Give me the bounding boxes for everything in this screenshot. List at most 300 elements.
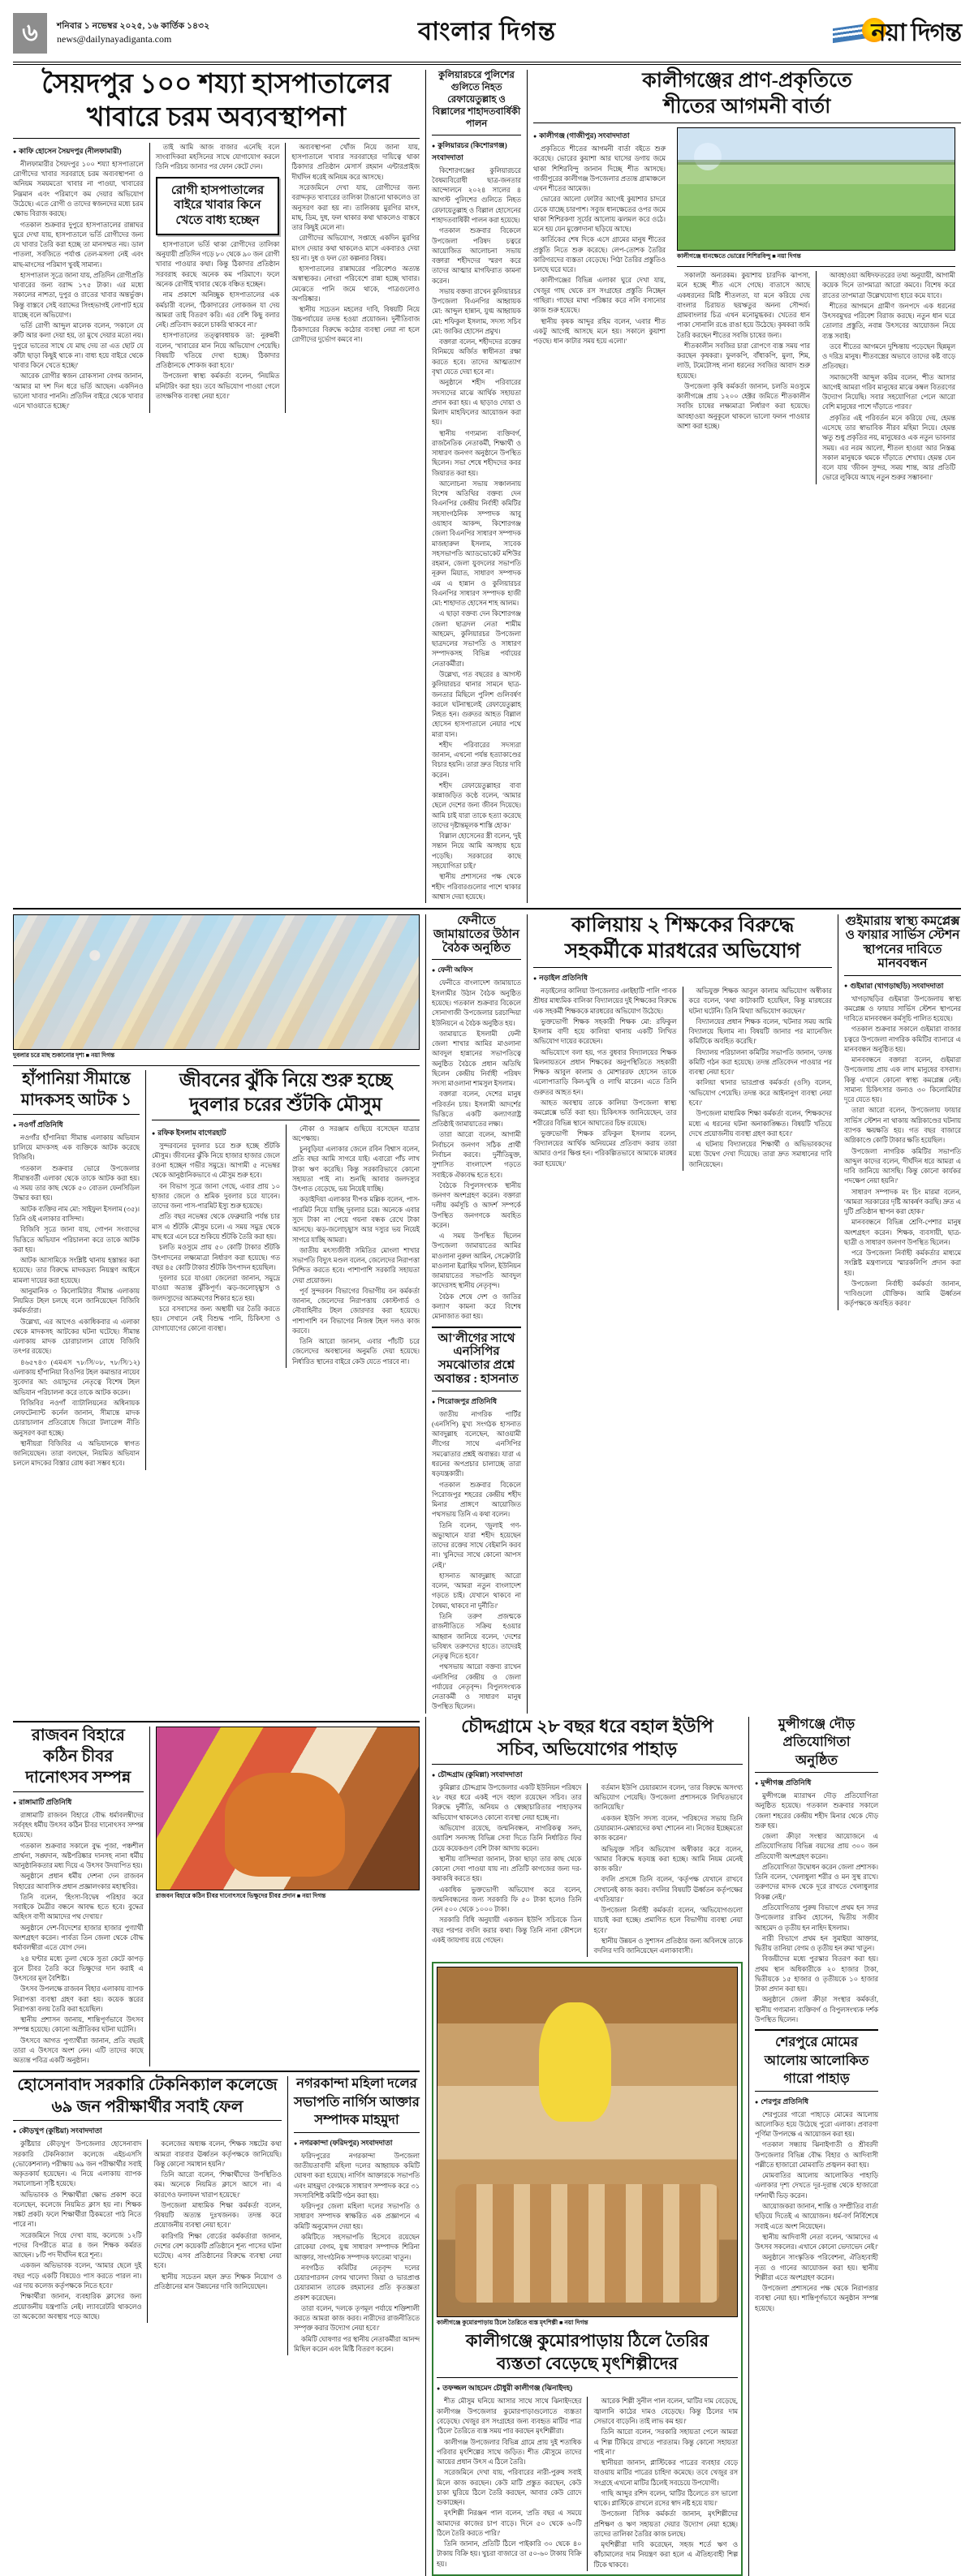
guimara-headline: গুইমারায় স্বাস্থ্য কমপ্লেক্স ও ফায়ার সার্ভিস স্টেশন স্থাপনের দাবিতে মানববন্ধন xyxy=(845,914,960,971)
chouddagram-col-1 xyxy=(432,1783,587,1958)
chibor-ceremony-photo xyxy=(157,1727,419,1890)
paragraph: নাম প্রকাশে অনিচ্ছুক হাসপাতালের এক কর্মচারী বলেন, 'ঠিকাদারের লোকজন যা দেয় আমরা তাই বিতরণ করি। এর বেশি কিছু বলার নেই। প্রতিবাদ করলে চাকরি থাকবে না।' xyxy=(155,291,280,329)
kaliganj-col-right xyxy=(671,127,961,484)
kaliganj-photo-rule xyxy=(677,266,955,267)
dubla-story xyxy=(145,1070,420,1470)
paragraph: স্থানীয়রা বিজিবির এ অভিযানকে স্বাগত জানিয়েছেন। তারা বলছেন, নিয়মিত অভিযান চললে মাদকের বিস্তার রোধ করা সম্ভব হবে। xyxy=(13,1439,140,1468)
nagarkanda-headline-line1: নগরকান্দা মহিলা দলের xyxy=(296,2075,417,2092)
monk-photo-caption: রাজবন বিহারে কঠিন চীবর দানোৎসবে ভিক্ষুদের চীবর প্রদান ■ নয়া দিগন্ত xyxy=(155,1891,326,1899)
paragraph: নড়াইলের কালিয়া উপজেলার ঞাইহাটি পালি পাবক শ্রীধর মাধ্যমিক বালিকা বিদ্যালয়ের দুই শিক্ষকের বিরুদ্ধে এক সহকর্মী শিক্ষককে মারধরের অভিযোগ উঠেছে। xyxy=(533,987,677,1015)
lead-col-1 xyxy=(13,143,149,413)
paragraph: কমিটিতে সহসভাপতি হিসেবে রয়েছেন রোকেয়া বেগম, যুগ্ম সাধারণ সম্পাদক শিরিনা আক্তার, সাংগঠনিক সম্পাদক ফাতেমা খাতুন। xyxy=(294,2234,420,2261)
hosenabad-byline: ● কৌড়খুপ (কুষ্টিয়া) সংবাদদাতা xyxy=(13,2125,282,2137)
fish-drying-photo xyxy=(14,915,419,1049)
lead-col3-body xyxy=(291,143,420,345)
paragraph: শীত মৌসুম ঘনিয়ে আসার সাথে সাথে ঝিনাইদহের কালীগঞ্জ উপজেলার কুমোরপাড়াগুলোতে ব্যস্ততা বেড়েছে। খেজুর রস সংগ্রহের জন্য ব্যবহৃত মাটির পাত্র 'ঠিলে' তৈরিতে ব্যস্ত সময় পার করছেন মৃৎশিল্পীরা। xyxy=(437,2398,582,2436)
paragraph: উল্লেখ্য, গত বছরের ৪ আগস্ট কুলিয়ারচর থানার সামনে ছাত্র-জনতার মিছিলে পুলিশ গুলিবর্ষণ করলে ঘটনাস্থলেই রেফায়েতুল্লাহ নিহত হন। গুরুতর আহত বিল্লাল হোসেন হাসপাতালে নেয়ার পথে মারা যান। xyxy=(432,670,521,738)
middle-narrow xyxy=(425,914,527,1714)
feni-rule xyxy=(432,959,521,960)
kalia-col-1 xyxy=(533,987,683,1171)
middle-right-columns xyxy=(533,914,961,1310)
paragraph: সরেজমিনে দেখা যায়, রোগীদের জন্য বরাদ্দকৃত খাবারের তালিকা টাঙানো থাকলেও তা অনুসরণ করা হয় না। তালিকায় মুরগির মাংস, মাছ, ডিম, দুধ, ফল থাকার কথা থাকলেও বাস্তবে তার কিছুই মেলে না। xyxy=(291,183,420,232)
lead-col-2 xyxy=(149,143,286,413)
kaliganj-col1-body xyxy=(533,144,666,346)
field-photo-caption: কালীগঞ্জে ধানক্ষেতে ভোরের শিশিরবিন্দু ■ নয়া দিগন্ত xyxy=(677,252,801,260)
paragraph: শেরপুরের গারো পাহাড়ে মোমের আলোয় আলোকিত হয়ে উঠেছে পুরো এলাকা। প্রবারণা পূর্ণিমা উপলক্ষে এ আয়োজন করা হয়। xyxy=(755,2110,878,2139)
paragraph: প্রতিযোগিতায় পুরুষ বিভাগে প্রথম হন সদর উপজেলার রাকিব হোসেন, দ্বিতীয় সজীব আহমেদ ও তৃতীয় হন নাহিদ ইসলাম। xyxy=(755,1903,878,1932)
chouddagram-columns xyxy=(432,1783,743,1958)
pottery-columns xyxy=(437,2397,738,2571)
paragraph: স্থানীয় কৃষক আব্দুর রহিম বলেন, 'এবার শীত একটু আগেই আসছে মনে হয়। সকালে কুয়াশা পড়ছে। ধান কাটার সময় হয়ে এলো।' xyxy=(533,317,666,346)
paragraph: জাতীয় নাগরিক পার্টির (এনসিপি) মুখ্য সংগঠক হাসনাত আবদুল্লাহ বলেছেন, আওয়ামী লীগের সাথে এনসিপির সমঝোতার প্রশ্নই অবান্তর। যারা এ ধরনের অপপ্রচার চালাচ্ছে তারা ষড়যন্ত্রকারী। xyxy=(432,1410,521,1478)
paragraph: সমাজসেবী আব্দুল করিম বলেন, 'শীত আসার আগেই আমরা গরিব মানুষের মাঝে কম্বল বিতরণের উদ্যোগ নিয়েছি। সবার সহযোগিতা পেলে আরো বেশি মানুষের পাশে দাঁড়াতে পারব।' xyxy=(822,373,955,411)
paragraph: অনুষ্ঠানে জেলা ক্রীড়া সংস্থার কর্মকর্তা, স্থানীয় গণ্যমান্য ব্যক্তিবর্গ ও বিপুলসংখ্যক দর্শক উপস্থিত ছিলেন। xyxy=(755,1996,878,2023)
hosenabad-nagarkanda-row xyxy=(13,2076,420,2355)
paragraph: জামায়াতে ইসলামী ফেনী জেলা শাখার আমির মাওলানা আবদুল হান্নানের সভাপতিত্বে অনুষ্ঠিত বৈঠকে প্রধান অতিথি ছিলেন কেন্দ্রীয় নির্বাহী পরিষদ সদস্য মাওলানা শামসুল ইসলাম। xyxy=(432,1030,521,1088)
paragraph: ভুক্তভোগী শিক্ষক সহকারী শিক্ষক মো: রফিকুল ইসলাম বাদী হয়ে কালিয়া থানায় একটি লিখিত অভিযোগ দায়ের করেছেন। xyxy=(533,1017,677,1046)
paragraph: ভর্তি রোগী আব্দুল মালেক বলেন, 'সকালে যে রুটি আর কলা দেয়া হয়, তা মুখে দেয়ার মতো নয়। দুপুরে ভাতের সাথে যে মাছ দেয় তা এত ছোট যে কাঁটা ছাড়া কিছুই থাকে না। বাধ্য হয়ে বাইরে থেকে খাবার কিনে খেতে হচ্ছে।' xyxy=(13,322,144,370)
paragraph: হাসনাত আবদুল্লাহ আরো বলেন, 'আমরা নতুন বাংলাদেশ গড়তে চাই। যেখানে থাকবে না বৈষম্য, থাকবে না দুর্নীতি।' xyxy=(432,1572,521,1610)
field-photo xyxy=(678,128,955,250)
sherpur-divider xyxy=(755,2029,878,2031)
paragraph: তিনি আরো বলেন, 'শিক্ষার্থীদের উপস্থিতিও কম। অনেকে নিয়মিত ক্লাসে আসে না। এ কারণেও ফলাফল খারাপ হয়েছে।' xyxy=(153,2171,282,2199)
paragraph: অভিযুক্ত শিক্ষক আবুল কালাম অভিযোগ অস্বীকার করে বলেন, 'কথা কাটাকাটি হয়েছিল, কিন্তু মারধরের ঘটনা ঘটেনি। তিনি মিথ্যা অভিযোগ করছেন।' xyxy=(688,987,832,1015)
paragraph: অব্যবস্থাপনা খোঁজ নিয়ে জানা যায়, হাসপাতালে খাবার সরবরাহের দায়িত্বে থাকা ঠিকাদার প্রতিষ্ঠান মেসার্স রহমান এন্টারপ্রাইজ দীর্ঘদিন ধরেই অনিয়ম করে আসছে। xyxy=(291,143,420,181)
paragraph: অভিভাবক ও শিক্ষার্থীরা ক্ষোভ প্রকাশ করে বলেছেন, কলেজে নিয়মিত ক্লাস হয় না। শিক্ষক সঙ্কট প্রকট। ফলে শিক্ষার্থীরা ঠিকমতো পাঠ নিতে পারে না। xyxy=(13,2191,142,2229)
monk-photo-block xyxy=(149,1727,420,2067)
paragraph: গতকাল শুক্রবার দুপুরে হাসপাতালের রান্নাঘর ঘুরে দেখা যায়, হাসপাতালে ভর্তি রোগীদের জন্য যে খাবার তৈরি করা হচ্ছে তা মানসম্মত নয়। ডাল পাতলা, সবজিতে পর্যাপ্ত তেল-মসলা নেই এবং মাছ-মাংসের পরিমাণ খুবই সামান্য। xyxy=(13,221,144,269)
munshiganj-body xyxy=(755,1791,878,2025)
paragraph: রোগীদের অভিযোগ, সপ্তাহে একদিন মুরগির মাংস দেয়ার কথা থাকলেও মাসে একবারও দেয়া হয় না। দুধ ও ফল তো কল্পনার বিষয়। xyxy=(291,234,420,262)
lead-story xyxy=(13,70,425,903)
paragraph: জেলা ক্রীড়া সংস্থার আয়োজনে এ প্রতিযোগিতায় বিভিন্ন বয়সের প্রায় ৩০০ জন প্রতিযোগী অংশগ্রহণ করেন। xyxy=(755,1833,878,1860)
paragraph: দুবলার চরে যাওয়া জেলেরা জানান, সমুদ্রে যাওয়া অত্যন্ত ঝুঁকিপূর্ণ। ঝড়-জলোচ্ছ্বাস ও জলদস্যুদের আক্রমণের শিকার হতে হয়। xyxy=(152,1275,280,1302)
paragraph: বৈঠকে বিপুলসংখ্যক স্থানীয় জনগণ অংশগ্রহণ করেন। বক্তারা দলীয় কর্মসূচি ও আদর্শ সম্পর্কে উপস্থিত জনগণকে অবহিত করেন। xyxy=(432,1181,521,1229)
dubla-headline-line2: দুবলার চরের শুঁটকি মৌসুম xyxy=(189,1094,382,1115)
dubla-byline: ● রফিক ইসলাম বাগেরহাট xyxy=(152,1127,280,1139)
pottery-headline-line2: ব্যস্ততা বেড়েছে মৃৎশিল্পীদের xyxy=(496,2353,679,2373)
munshiganj-byline: ● মুন্সীগঞ্জ প্রতিনিধি xyxy=(755,1777,878,1789)
kaliganj-columns xyxy=(533,127,961,484)
paragraph: কড়াইদিয়া এলাকার দীপক মল্লিক বলেন, পাস-পারমিট নিয়ে যাচ্ছি দুবলার চরে। অনেকে এবার সুদে টাকা না পেয়ে গয়না বন্ধক রেখে টাকা আনছে। ঝড়-জলোচ্ছ্বাস আর দস্যুর ভয় নিয়েই সাগরে যাচ্ছি আমরা। xyxy=(291,1196,420,1244)
paragraph: কুমিল্লার চৌদ্দগ্রাম উপজেলার একটি ইউনিয়ন পরিষদে ২৮ বছর ধরে একই পদে বহাল রয়েছেন সচিব। তার বিরুদ্ধে দুর্নীতি, অনিয়ম ও স্বেচ্ছাচারিতার পাহাড়সম অভিযোগ থাকলেও কোনো ব্যবস্থা নেয়া হচ্ছে না। xyxy=(432,1783,582,1821)
paragraph: বিজিবির নওগাঁ ব্যাটালিয়নের অধিনায়ক লেফটেন্যান্ট কর্নেল জানান, সীমান্তে মাদক চোরাচালান প্রতিরোধে জিরো টলারেন্স নীতি অনুসরণ করা হচ্ছে। xyxy=(13,1399,140,1437)
paragraph: স্থানীয় উন্নয়ন ও সুশাসন প্রতিষ্ঠার জন্য অবিলম্বে তাকে বদলির দাবি জানিয়েছেন এলাকাবাসী। xyxy=(593,1937,743,1955)
kaliganj-col-1 xyxy=(533,127,671,484)
fish-photo-caption: দুবলার চরে মাছ শুকানোর দৃশ্য ■ নয়া দিগন্ত xyxy=(13,1051,115,1060)
pottery-col1-body xyxy=(437,2397,581,2570)
wave-icon xyxy=(833,21,870,45)
chouddagram-col-2 xyxy=(587,1783,743,1958)
paragraph: নীলফামারীর সৈয়দপুর ১০০ শয্যা হাসপাতালে রোগীদের খাবার সরবরাহে চরম অব্যবস্থাপনা ও অনিয়ম সময়মতো খাবার না পাওয়া, খাবারের নিম্নমান এবং পরিমাণে কম দেয়ার অভিযোগ উঠেছে। এতে রোগী ও তাদের স্বজনদের মধ্যে চরম ক্ষোভ বিরাজ করছে। xyxy=(13,160,144,218)
kaliganj-nature-story xyxy=(527,70,961,903)
guimara-story xyxy=(838,914,961,1310)
paragraph: তিনি বলেন, 'হিংসা-বিদ্বেষ পরিহার করে সবাইকে মৈত্রীর বন্ধনে আবদ্ধ হতে হবে। বুদ্ধের অহিংস বাণী আমাদের পথ দেখায়।' xyxy=(13,1893,144,1921)
paragraph: কিশোরগঞ্জের কুলিয়ারচরে বৈষম্যবিরোধী ছাত্র-জনতার আন্দোলনে ২০২৪ সালের ৪ আগস্ট পুলিশের গুলিতে নিহত রেফায়েতুল্লাহ ও বিল্লাল হোসেনের শাহাদতবার্ষিকী পালন করা হয়েছে। xyxy=(432,166,521,225)
lower-left-columns xyxy=(13,1727,420,2067)
paragraph: হাসপাতালের রান্নাঘরের পরিবেশও অত্যন্ত অস্বাস্থ্যকর। নোংরা পরিবেশে রান্না হচ্ছে খাবার। মেঝেতে পানি জমে থাকে, পাত্রগুলোও অপরিষ্কার। xyxy=(291,265,420,303)
paragraph: তিনি জানান, প্রতিটি ঠিলে পাইকারি ৩০ থেকে ৪০ টাকায় বিক্রি হয়। খুচরা বাজারে তা ৫০-৬০ টাকায় বিক্রি হয়। xyxy=(437,2540,582,2568)
paragraph: ২৪ ঘণ্টার মধ্যে তুলা থেকে সুতা কেটে কাপড় বুনে চীবর তৈরি করে ভিক্ষুদের দান করাই এ উৎসবের মূল বৈশিষ্ট্য। xyxy=(13,1955,144,1983)
kalia-col1-body xyxy=(533,987,677,1169)
paragraph: সাধারণ সম্পাদক মং চিং মারমা বলেন, 'আমরা সরকারের দৃষ্টি আকর্ষণ করছি। দ্রুত এ দুটি প্রতিষ্ঠান স্থাপন করা হোক।' xyxy=(844,1188,961,1216)
paragraph: বক্তারা বলেন, শহীদদের রক্তের বিনিময়ে অর্জিত স্বাধীনতা রক্ষা করতে হবে। তাদের আত্মত্যাগ বৃথা যেতে দেয়া হবে না। xyxy=(432,338,521,376)
top-band xyxy=(13,70,961,903)
paragraph: মানববন্ধনে বিভিন্ন শ্রেণি-পেশার মানুষ অংশগ্রহণ করেন। শিক্ষক, ব্যবসায়ী, ছাত্র-ছাত্রী ও সাধারণ জনগণ উপস্থিত ছিলেন। xyxy=(844,1219,961,1246)
paragraph: শহীদ রেফায়েতুল্লাহর বাবা কান্নাজড়িত কণ্ঠে বলেন, 'আমার ছেলে দেশের জন্য জীবন দিয়েছে। আমি চাই যারা তাকে হত্যা করেছে তাদের দৃষ্টান্তমূলক শাস্তি হোক।' xyxy=(432,781,521,829)
paragraph: নওগাঁর হাঁপানিয়া সীমান্ত এলাকায় অভিযান চালিয়ে মাদকসহ এক ব্যক্তিকে আটক করেছে বিজিবি। xyxy=(13,1133,140,1162)
publication-date: শনিবার ১ নভেম্বর ২০২৫, ১৬ কার্তিক ১৪৩২ xyxy=(57,21,210,31)
paragraph: প্রকৃতির এই পরিবর্তন মনে করিয়ে দেয়, হেমন্ত এসেছে তার স্বাভাবিক নীরব মহিমা নিয়ে। হেমন্ত ঋতু শুধু প্রকৃতির নয়, মানুষেরও এক নতুন ভাবনার সময়। এর নরম আলো, শীতল হাওয়া আর নিস্তব্ধ সকাল মানুষকে থমকে দাঁড়াতে শেখায়। হেমন্ত যেন বলে যায় 'জীবন সুন্দর, সময় শান্ত, আর প্রতিটি ভোরে লুকিয়ে আছে নতুন শুরুর সম্ভাবনা।' xyxy=(822,414,955,482)
hosenabad-columns xyxy=(13,2139,282,2323)
masthead-rule-bottom xyxy=(13,64,961,65)
lower-left xyxy=(13,1717,425,2576)
hapania-headline-line2: মাদকসহ আটক ১ xyxy=(20,1091,132,1110)
lead-columns xyxy=(13,143,420,413)
paragraph: তিনি বলেন, 'জুলাই গণ-অভ্যুত্থানে যারা শহীদ হয়েছেন তাদের রক্তের সাথে বেইমানি করব না। খুনিদের সাথে কোনো আপস নেই।' xyxy=(432,1521,521,1569)
feni-byline: ● ফেনী অফিস xyxy=(432,964,521,976)
rangamati-headline-line1: রাজবন বিহারে xyxy=(31,1726,125,1744)
paragraph: শীতকালীন সবজির চারা রোপণে ব্যস্ত সময় পার করছেন কৃষকরা। ফুলকপি, বাঁধাকপি, মুলা, শিম, লাউ, টমেটোসহ নানা ধরনের সবজির আবাদ শুরু হয়েছে। xyxy=(677,342,810,380)
kaliganj-subcolumns xyxy=(677,271,955,484)
paragraph: কালীগঞ্জের বিভিন্ন এলাকা ঘুরে দেখা যায়, খেজুর গাছ থেকে রস সংগ্রহের প্রস্তুতি নিচ্ছেন গাছিরা। গাছের মাথা পরিষ্কার করে নলি বসানোর কাজ শুরু হয়েছে। xyxy=(533,277,666,315)
paragraph: উপজেলা নাগরিক কমিটির সভাপতি আব্দুল কাদের বলেন, 'দীর্ঘদিন ধরে আমরা এ দাবি জানিয়ে আসছি। কিন্তু কোনো কার্যকর পদক্ষেপ নেয়া হয়নি।' xyxy=(844,1147,961,1185)
hosenabad-headline-line1: হোসেনাবাদ সরকারি টেকনিক্যাল কলেজে xyxy=(17,2076,278,2095)
paragraph: একজন অভিভাবক বলেন, 'আমার ছেলে দুই বছর পড়ে একটি বিষয়েও পাস করতে পারল না। এর দায় কলেজ কর্তৃপক্ষকে নিতে হবে।' xyxy=(13,2262,142,2290)
paragraph: সকালটা অন্যরকম। কুয়াশায় চারদিক ঝাপসা, মনে হচ্ছে শীত এসে গেছে। বাতাসে আছে একধরনের মিষ্টি শীতলতা, যা মনে করিয়ে দেয় বাংলার চিরায়ত ছয়ঋতুর অনন্য সৌন্দর্য। গ্রামবাংলার চিত্র এখন মনোমুগ্ধকর। খেতের ধান পাকা সোনালি রঙে রাঙা হয়ে উঠেছে। কৃষকরা জমি তৈরি করছেন শীতের সবজি চাষের জন্য। xyxy=(677,272,810,339)
paragraph: আয়োজকরা জানান, শান্তি ও সম্প্রীতির বার্তা ছড়িয়ে দিতেই এ আয়োজন। ধর্ম-বর্ণ নির্বিশেষে সবাই এতে অংশ নিয়েছেন। xyxy=(755,2202,878,2230)
contact-email: news@dailynayadiganta.com xyxy=(57,32,172,45)
kulierchar-body xyxy=(432,166,521,902)
paragraph: মৃৎশিল্পী নিরঞ্জন পাল বলেন, 'প্রতি বছর এ সময়ে আমাদের কাজের চাপ বাড়ে। দিনে ৫০ থেকে ৬০টি ঠিলে তৈরি করতে পারি।' xyxy=(437,2509,582,2537)
paragraph: বন বিভাগ সূত্রে জানা গেছে, এবার প্রায় ১০ হাজার জেলে ও শ্রমিক দুবলার চরে যাবেন। তাদের জন্য পাস-পারমিট ইস্যু শুরু হয়েছে। xyxy=(152,1182,280,1211)
sherpur-body xyxy=(755,2110,878,2314)
dubla-headline-line1: জীবনের ঝুঁকি নিয়ে শুরু হচ্ছে xyxy=(179,1070,393,1091)
paragraph: মানববন্ধনে বক্তারা বলেন, গুইমারা উপজেলায় প্রায় এক লাখ মানুষের বসবাস। কিন্তু এখানে কোনো স্বাস্থ্য কমপ্লেক্স নেই। সামান্য চিকিৎসার জন্যও ৩০ কিলোমিটার দূরে যেতে হয়। xyxy=(844,1056,961,1104)
nagarkanda-rule xyxy=(294,2132,420,2133)
paragraph: এ ছাড়া বক্তব্য দেন কিশোরগঞ্জ জেলা ছাত্রদল নেতা শামীম আহমেদ, কুলিয়ারচর উপজেলা ছাত্রদলের সভাপতি ও সাধারণ সম্পাদকসহ বিভিন্ন পর্যায়ের নেতাকর্মীরা। xyxy=(432,610,521,668)
hapania-story xyxy=(13,1070,145,1470)
pottery-col2-body xyxy=(593,2397,738,2570)
rangamati-rule xyxy=(13,1791,144,1792)
rangamati-story xyxy=(13,1727,149,2067)
chouddagram-byline: ● চৌদ্দগ্রাম (কুমিল্লা) সংবাদদাতা xyxy=(432,1769,743,1781)
lower-left-divider xyxy=(13,1721,420,1722)
pottery-col-1 xyxy=(437,2397,587,2571)
paragraph: মোমবাতির আলোয় আলোকিত পাহাড়ি এলাকার দৃশ্য দেখতে দূর-দূরান্ত থেকে হাজারো দর্শনার্থী ভিড় করেন। xyxy=(755,2172,878,2200)
paragraph: রাঙ্গামাটি রাজবন বিহারে বৌদ্ধ ধর্মাবলম্বীদের সর্ববৃহৎ ধর্মীয় উৎসব কঠিন চীবর দানোৎসব সম্পন্ন হয়েছে। xyxy=(13,1811,144,1839)
paragraph: সরেজমিনে গিয়ে দেখা যায়, কলেজে ১২টি পদের বিপরীতে মাত্র ৪ জন শিক্ষক কর্মরত আছেন। ৮টি পদ দীর্ঘদিন ধরে শূন্য। xyxy=(13,2231,142,2260)
page-number-badge: ৬ xyxy=(13,13,47,54)
paragraph: তিনি তরুণ প্রজন্মকে রাজনীতিতে সক্রিয় হওয়ার আহ্বান জানিয়ে বলেন, 'দেশের ভবিষ্যৎ তরুণদের হাতে। তাদেরই নেতৃত্ব দিতে হবে।' xyxy=(432,1613,521,1661)
paragraph: উপজেলা প্রশাসনের পক্ষ থেকে নিরাপত্তার ব্যবস্থা নেয়া হয়। শান্তিপূর্ণভাবে অনুষ্ঠান সম্পন্ন হয়েছে। xyxy=(755,2285,878,2312)
paragraph: বিদ্যালয়ের প্রধান শিক্ষক বলেন, 'ঘটনার সময় আমি বিদ্যালয়ে ছিলাম না। বিষয়টি জানার পর ম্যানেজিং কমিটিকে অবহিত করেছি।' xyxy=(688,1017,832,1046)
nagarkanda-story xyxy=(287,2076,420,2355)
ncp-body xyxy=(432,1410,521,1713)
nagarkanda-byline: ● নগরকান্দা (ফরিদপুর) সংবাদদাতা xyxy=(294,2137,420,2149)
paragraph: তবে শীতের আগমনে দুশ্চিন্তায় পড়েছেন ছিন্নমূল ও দরিদ্র মানুষ। শীতবস্ত্রের অভাবে তাদের কষ্ট বাড়ে প্রতিবছর। xyxy=(822,342,955,371)
paragraph: নবগঠিত কমিটির নেতৃবৃন্দ দলের চেয়ারপারসন বেগম খালেদা জিয়া ও ভারপ্রাপ্ত চেয়ারম্যান তারেক রহমানের প্রতি কৃতজ্ঞতা প্রকাশ করেছেন। xyxy=(294,2264,420,2302)
kaliganj-headline-line1: কালীগঞ্জের প্রাণ-প্রকৃতিতে xyxy=(642,70,852,92)
paragraph: উৎসব উপলক্ষে রাজবন বিহার এলাকায় ব্যাপক নিরাপত্তা ব্যবস্থা গ্রহণ করা হয়। কয়েক স্তরের নিরাপত্তা বলয় তৈরি করা হয়েছিল। xyxy=(13,1985,144,2013)
paragraph: অভিযোগে বলা হয়, গত বুধবার বিদ্যালয়ের শিক্ষক মিলনায়তনে প্রধান শিক্ষকের অনুপস্থিতিতে সহকারী শিক্ষক আবুল কালাম ও মোশাররফ হোসেন তাকে এলোপাতাড়ি কিল-ঘুষি ও লাথি মারেন। এতে তিনি গুরুতর আহত হন। xyxy=(533,1048,677,1096)
sherpur-byline: ● শেরপুর প্রতিনিধি xyxy=(755,2096,878,2108)
sherpur-headline-line3: গারো পাহাড় xyxy=(783,2071,850,2087)
potter-photo xyxy=(437,1967,737,2316)
paragraph: গাছি আব্দুর রশিদ বলেন, 'মাটির ঠিলেতে রস ভালো থাকে। প্লাস্টিকে রাখলে রসের স্বাদ নষ্ট হয়ে যায়।' xyxy=(593,2489,738,2508)
pull-quote: রোগী হাসপাতালের বাইরে খাবার কিনে খেতে বাধ্য হচ্ছেন xyxy=(156,177,280,235)
middle-left xyxy=(13,914,425,1714)
paragraph: কার্তিকের শেষ দিকে এসে গ্রামের মানুষ শীতের প্রস্তুতি নিতে শুরু করেছে। লেপ-তোশক তৈরির কারিগরদের ব্যস্ততা বেড়েছে। পিঠা তৈরির প্রস্তুতিও চলছে ঘরে ঘরে। xyxy=(533,236,666,274)
pottery-photo-caption: কালীগঞ্জে কুমোরপাড়ায় ঠিলে তৈরিতে ব্যস্ত মৃৎশিল্পী ■ নয়া দিগন্ত xyxy=(437,2319,588,2327)
paragraph: কারিগরি শিক্ষা বোর্ডের কর্মকর্তারা জানান, দেশের বেশ কয়েকটি প্রতিষ্ঠানে শূন্য পাসের ঘটনা ঘটেছে। এসব প্রতিষ্ঠানের বিরুদ্ধে ব্যবস্থা নেয়া হবে। xyxy=(153,2232,282,2270)
sherpur-rule xyxy=(755,2091,878,2092)
paragraph: গতকাল সন্ধ্যায় ঝিনাইগাতী ও শ্রীবরদী উপজেলার বিভিন্ন বৌদ্ধ বিহার ও আদিবাসী পল্লীতে হাজারো মোমবাতি প্রজ্বলন করা হয়। xyxy=(755,2141,878,2169)
pottery-photo-box xyxy=(437,1967,738,2317)
lower-band xyxy=(13,1717,961,2576)
paragraph: মৃৎশিল্পীরা দাবি করেছেন, সহজ শর্তে ঋণ ও কাঁচামালের দাম নিয়ন্ত্রণ করা হলে এ ঐতিহ্যবাহী শিল্প টিকে থাকবে। xyxy=(593,2541,738,2569)
paragraph: বিদ্যালয় পরিচালনা কমিটির সভাপতি জানান, 'তদন্ত কমিটি গঠন করা হয়েছে। তদন্ত প্রতিবেদন পাওয়ার পর ব্যবস্থা নেয়া হবে।' xyxy=(688,1048,832,1077)
munshiganj-headline-line2: প্রতিযোগিতা xyxy=(782,1734,851,1750)
feni-body xyxy=(432,978,521,1322)
paragraph: গতকাল শুক্রবার সকালে বুদ্ধ পূজা, পঞ্চশীল প্রার্থনা, সঙ্ঘদান, অষ্টপরিষ্কার দানসহ নানা ধর্মীয় আনুষ্ঠানিকতার মধ্য দিয়ে এ উৎসব উদযাপিত হয়। xyxy=(13,1842,144,1870)
paragraph: তিনি আরো জানান, এবার পাঁচটি চরে জেলেদের অবস্থানের অনুমতি দেয়া হয়েছে। নির্ধারিত স্থানের বাইরে কেউ যেতে পারবে না। xyxy=(291,1338,420,1365)
paragraph: একাধিক ভুক্তভোগী অভিযোগ করে বলেন, জন্মনিবন্ধনের জন্য সরকারি ফি ৫০ টাকা হলেও তিনি নেন ৫০০ থেকে ১০০০ টাকা। xyxy=(432,1886,582,1914)
paragraph: সরকারি বিধি অনুযায়ী একজন ইউপি সচিবকে তিন বছর পরপর বদলি করার কথা। কিন্তু তিনি নানা কৌশলে একই জায়গায় রয়ে গেছেন। xyxy=(432,1916,582,1944)
lead-headline-line1: সৈয়দপুর ১০০ শয্যা হাসপাতালের xyxy=(41,70,391,99)
chouddagram-pottery-stack xyxy=(432,1717,748,2576)
paragraph: উৎসবে আগত পুণ্যার্থীরা জানান, প্রতি বছরই তারা এ উৎসবে অংশ নেন। এটি তাদের কাছে অত্যন্ত পবিত্র একটি অনুষ্ঠান। xyxy=(13,2036,144,2065)
paragraph: গতকাল শুক্রবার বিকেলে উপজেলা পরিষদ চত্বরে আয়োজিত আলোচনা সভায় বক্তারা শহীদদের স্মরণ করে তাদের আত্মার মাগফিরাত কামনা করেন। xyxy=(432,227,521,285)
section-title: বাংলার দিগন্ত xyxy=(417,17,557,45)
guimara-body xyxy=(844,995,961,1310)
paragraph: তারা আরো বলেন, উপজেলায় ফায়ার সার্ভিস স্টেশন না থাকায় অগ্নিকাণ্ডের ঘটনায় ব্যাপক ক্ষয়ক্ষতি হয়। গত বছর বাজারে অগ্নিকাণ্ডে কোটি টাকার ক্ষতি হয়েছিল। xyxy=(844,1107,961,1145)
chouddagram-headline-line1: চৌদ্দগ্রামে ২৮ বছর ধরে বহাল ইউপি xyxy=(461,1715,713,1736)
paragraph: গতকাল শুক্রবার বিকেলে পিরোজপুর শহরের কেন্দ্রীয় শহীদ মিনার প্রাঙ্গণে আয়োজিত পথসভায় তিনি এ কথা বলেন। xyxy=(432,1481,521,1519)
paragraph: একজন ইউপি সদস্য বলেন, 'পরিষদের সভায় তিনি চেয়ারম্যান-মেম্বারদের কথা শোনেন না। নিজের ইচ্ছেমতো কাজ করেন।' xyxy=(593,1814,743,1843)
paragraph: বক্তারা বলেন, দেশের মানুষ পরিবর্তন চায়। ইসলামী আদর্শের ভিত্তিতে একটি কল্যাণরাষ্ট্র প্রতিষ্ঠাই জামায়াতের লক্ষ্য। xyxy=(432,1090,521,1129)
paragraph: এ ঘটনায় বিদ্যালয়ের শিক্ষার্থী ও অভিভাবকদের মধ্যে উদ্বেগ দেখা দিয়েছে। তারা দ্রুত সমাধানের দাবি জানিয়েছেন। xyxy=(688,1141,832,1168)
chouddagram-headline-line2: সচিব, অভিযোগের পাহাড় xyxy=(497,1739,678,1760)
paragraph: সভায় বক্তব্য রাখেন কুলিয়ারচর উপজেলা বিএনপির আহ্বায়ক মো: আব্দুল হান্নান, যুগ্ম আহ্বায়ক মো: শফিকুল ইসলাম, সদস্য সচিব মো: জাকির হোসেন প্রমুখ। xyxy=(432,287,521,335)
kaliganj-col2-body xyxy=(677,271,810,432)
lead-headline-line2: খাবারে চরম অব্যবস্থাপনা xyxy=(86,102,347,132)
hosenabad-col-1 xyxy=(13,2139,147,2323)
hosenabad-story xyxy=(13,2076,287,2355)
logo-text: নয়া দিগন্ত xyxy=(871,19,961,46)
paragraph: ফরিদপুরের নগরকান্দা উপজেলা জাতীয়তাবাদী মহিলা দলের আহ্বায়ক কমিটি ঘোষণা করা হয়েছে। নার্গিস আক্তারকে সভাপতি এবং মাহমুদা বেগমকে সাধারণ সম্পাদক করে ৩১ সদস্যবিশিষ্ট কমিটি গঠন করা হয়। xyxy=(294,2152,420,2200)
rangamati-body xyxy=(13,1811,144,2066)
paragraph: বদলি প্রসঙ্গে তিনি বলেন, 'কর্তৃপক্ষ যেখানে রাখবে সেখানেই কাজ করব। বদলির বিষয়টি ঊর্ধ্বতন কর্তৃপক্ষের এখতিয়ার।' xyxy=(593,1876,743,1903)
sherpur-headline-line2: আলোয় আলোকিত xyxy=(764,2052,869,2068)
chouddagram-rule xyxy=(432,1764,743,1765)
paragraph: কলেজের অধ্যক্ষ বলেন, 'শিক্ষক সঙ্কটের কথা আমরা বারবার ঊর্ধ্বতন কর্তৃপক্ষকে জানিয়েছি। কিন্তু কোনো সমাধান হয়নি।' xyxy=(153,2140,282,2168)
paragraph: প্রকৃতিতে শীতের আগমনী বার্তা বইতে শুরু করেছে। ভোরের কুয়াশা আর ঘাসের ডগায় জমে থাকা শিশিরবিন্দু জানান দিচ্ছে শীত আসছে। গাজীপুরের কালীগঞ্জ উপজেলার প্রত্যন্ত গ্রামাঞ্চলে এখন শীতের আমেজ। xyxy=(533,145,666,193)
hosenabad-headline-line2: ৬৯ জন পরীক্ষার্থীর সবাই ফেল xyxy=(51,2097,244,2116)
paragraph: এ সময় উপস্থিত ছিলেন উপজেলা জামায়াতের আমির মাওলানা নুরুল আমিন, সেক্রেটারি মাওলানা ইব্রাহিম খলিল, ইউনিয়ন জামায়াতের সভাপতি আবদুল কাদেরসহ স্থানীয় নেতৃবৃন্দ। xyxy=(432,1232,521,1290)
guimara-byline: ● গুইমারা (খাগড়াছড়ি) সংবাদদাতা xyxy=(844,980,961,992)
rangamati-headline-line2: কঠিন চীবর xyxy=(43,1748,114,1766)
paragraph: আরেক রোগীর স্বজন রোকসানা বেগম জানান, 'আমার মা দশ দিন ধরে ভর্তি আছেন। একদিনও ভালো খাবার পাননি। প্রতিদিন বাইরে থেকে খাবার এনে খাওয়াতে হচ্ছে।' xyxy=(13,372,144,411)
paragraph: উপজেলা স্বাস্থ্য কর্মকর্তা বলেন, 'নিয়মিত মনিটরিং করা হয়। তবে অভিযোগ পাওয়া গেলে তাৎক্ষণিক ব্যবস্থা নেয়া হবে।' xyxy=(155,372,280,400)
rangamati-byline: ● রাঙ্গামাটি প্রতিনিধি xyxy=(13,1796,144,1808)
nagarkanda-body xyxy=(294,2152,420,2355)
paragraph: বর্তমান ইউপি চেয়ারম্যান বলেন, 'তার বিরুদ্ধে অসংখ্য অভিযোগ পেয়েছি। উপজেলা প্রশাসনকে লিখিতভাবে জানিয়েছি।' xyxy=(593,1783,743,1812)
hapania-rule xyxy=(13,1114,140,1115)
hosenabad-divider xyxy=(13,2071,420,2072)
paragraph: স্থানীয় বাসিন্দারা জানান, টাকা ছাড়া তার কাছ থেকে কোনো সেবা পাওয়া যায় না। প্রতিটি কাগজের জন্য দর-কষাকষি করতে হয়। xyxy=(432,1855,582,1883)
dubla-columns xyxy=(152,1125,420,1368)
nagarkanda-headline-line3: সম্পাদক মাহমুদা xyxy=(314,2112,399,2128)
paragraph: প্রতিযোগিতা উদ্বোধন করেন জেলা প্রশাসক। তিনি বলেন, 'খেলাধুলা শরীর ও মন সুস্থ রাখে। তরুণদের মাদক থেকে দূরে রাখতে খেলাধুলার বিকল্প নেই।' xyxy=(755,1863,878,1901)
hapania-body xyxy=(13,1133,140,1469)
paragraph: ফেনীতে বাংলাদেশ জামায়াতে ইসলামীর উঠান বৈঠক অনুষ্ঠিত হয়েছে। গতকাল শুক্রবার বিকেলে সোনাগাজী উপজেলার চরচান্দিয়া ইউনিয়নে এ বৈঠক অনুষ্ঠিত হয়। xyxy=(432,979,521,1027)
paragraph: বিল্লাল হোসেনের স্ত্রী বলেন, 'দুই সন্তান নিয়ে আমি অসহায় হয়ে পড়েছি। সরকারের কাছে সহযোগিতা চাই।' xyxy=(432,832,521,871)
paragraph: আবহাওয়া অধিদফতরের তথ্য অনুযায়ী, আগামী কয়েক দিনে তাপমাত্রা আরো কমবে। বিশেষ করে রাতের তাপমাত্রা উল্লেখযোগ্য হারে কমে যাবে। xyxy=(822,272,955,299)
paragraph: জাতীয় মৎস্যজীবী সমিতির মোংলা শাখার সভাপতি বিদ্যুৎ মণ্ডল বলেন, জেলেদের নিরাপত্তা নিশ্চিত করতে হবে। পাশাপাশি সরকারি সহায়তা দেয়া প্রয়োজন। xyxy=(291,1246,420,1284)
paragraph: আরেক শিল্পী সুনীল পাল বলেন, 'মাটির দাম বেড়েছে, জ্বালানি কাঠের দামও বেড়েছে। কিন্তু ঠিলের দাম সেভাবে বাড়েনি। তাই লাভ কম হয়।' xyxy=(593,2398,738,2425)
paragraph: কুষ্টিয়ার কৌড়খুপ উপজেলার হোসেনাবাদ সরকারি টেকনিক্যাল কলেজে এইচএসসি (ভোকেশনাল) পরীক্ষায় ৬৯ জন পরীক্ষার্থীর সবাই অকৃতকার্য হয়েছেন। এ নিয়ে এলাকায় ব্যাপক সমালোচনা সৃষ্টি হয়েছে। xyxy=(13,2140,142,2188)
pottery-col-2 xyxy=(587,2397,738,2571)
paragraph: হাসপাতাল সূত্রে জানা যায়, প্রতিদিন রোগীপ্রতি খাবারের জন্য বরাদ্দ ১৭৫ টাকা। এর মধ্যে সকালের নাশতা, দুপুর ও রাতের খাবার অন্তর্ভুক্ত। কিন্তু বাস্তবে সেই বরাদ্দের সিংহভাগই লোপাট হয়ে যাচ্ছে বলে অভিযোগ। xyxy=(13,271,144,319)
lead-col2-body xyxy=(156,143,280,173)
paragraph: উপজেলা বিসিক কর্মকর্তা জানান, মৃৎশিল্পীদের প্রশিক্ষণ ও ঋণ সহায়তা দেয়ার উদ্যোগ নেয়া হচ্ছে। তাদের তালিকা তৈরির কাজ চলছে। xyxy=(593,2510,738,2538)
paragraph: বৈঠক শেষে দেশ ও জাতির কল্যাণ কামনা করে বিশেষ মোনাজাত করা হয়। xyxy=(432,1292,521,1321)
paragraph: গতকাল শুক্রবার ভোরে উপজেলার সীমান্তবর্তী এলাকা থেকে তাকে আটক করা হয়। এ সময় তার কাছ থেকে ৫০ বোতল ফেনসিডিল উদ্ধার করা হয়। xyxy=(13,1164,140,1202)
kalia-columns xyxy=(533,987,832,1171)
monk-photo-box xyxy=(156,1727,420,1890)
kaliganj-headline-line2: শীতের আগমনী বার্তা xyxy=(663,96,831,118)
paragraph: হাসপাতালে ভর্তি থাকা রোগীদের তালিকা অনুযায়ী প্রতিদিন গড়ে ৮০ থেকে ৯০ জন রোগী খাবার পাওয়ার কথা। কিন্তু ঠিকাদার প্রতিষ্ঠান সরবরাহ করছে অনেক কম পরিমাণে। ফলে অনেক রোগীই খাবার থেকে বঞ্চিত হচ্ছেন। xyxy=(155,240,280,289)
guimara-rule xyxy=(844,975,961,976)
paragraph: শহীদ পরিবারের সদস্যরা জানান, এখনো পর্যন্ত হত্যাকাণ্ডের বিচার হয়নি। তারা দ্রুত বিচার দাবি করেন। xyxy=(432,741,521,779)
pottery-rule xyxy=(437,2377,738,2378)
paragraph: উপজেলা মাধ্যমিক শিক্ষা কর্মকর্তা বলেন, 'শিক্ষকদের মধ্যে এ ধরনের ঘটনা অনাকাঙ্ক্ষিত। বিষয়টি খতিয়ে দেখে প্রয়োজনীয় ব্যবস্থা গ্রহণ করা হবে।' xyxy=(688,1110,832,1137)
far-right-column xyxy=(748,1717,878,2576)
munshiganj-headline-line1: মুন্সীগঞ্জে দৌড় xyxy=(778,1715,855,1731)
paragraph: খাগড়াছড়ির গুইমারা উপজেলায় স্বাস্থ্য কমপ্লেক্স ও ফায়ার সার্ভিস স্টেশন স্থাপনের দাবিতে মানববন্ধন কর্মসূচি পালিত হয়েছে। xyxy=(844,995,961,1023)
dubla-col1-body xyxy=(152,1142,280,1335)
lead-col-3 xyxy=(285,143,420,413)
paragraph: প্রতি বছর নভেম্বর থেকে ফেব্রুয়ারি পর্যন্ত চার মাস এ শুঁটকি মৌসুম চলে। এ সময় সমুদ্র থেকে মাছ ধরে এনে চরে শুকিয়ে শুঁটকি তৈরি করা হয়। xyxy=(152,1213,280,1241)
dubla-col-2 xyxy=(286,1125,420,1368)
paragraph: অনুষ্ঠানে সাংস্কৃতিক পরিবেশনা, ঐতিহ্যবাহী নৃত্য ও গানের আয়োজন করা হয়। স্থানীয় শিল্পীরা এতে অংশগ্রহণ করেন। xyxy=(755,2254,878,2281)
sherpur-headline-line1: শেরপুরে মোমের xyxy=(774,2034,859,2050)
paragraph: চুনবুড়িয়া এলাকার জেলে রবিন বিশ্বাস বলেন, প্রতি বছর আমি সাগরে যাই। এবারো পাঁচ লাখ টাকা ঋণ করেছি। কিন্তু সরকারিভাবে কোনো সহায়তা পাই না। শুনছি আবার জলদস্যুর উৎপাত বেড়েছে, ভয় নিয়েই যাচ্ছি। xyxy=(291,1146,420,1193)
pottery-story xyxy=(432,1962,743,2576)
chouddagram-col1-body xyxy=(432,1783,581,1946)
paragraph: কালীগঞ্জ উপজেলার বিভিন্ন গ্রামে প্রায় দুই শতাধিক পরিবার মৃৎশিল্পের সাথে জড়িত। শীত মৌসুমে তাদের আয়ের প্রধান উৎস এ ঠিলে তৈরি। xyxy=(437,2438,582,2466)
paragraph: সুন্দরবনের দুবলার চরে শুরু হচ্ছে শুঁটকি মৌসুম। জীবনের ঝুঁকি নিয়ে হাজার হাজার জেলে রওনা হচ্ছেন গভীর সমুদ্রে। আগামী ৫ নভেম্বর থেকে আনুষ্ঠানিকভাবে এ মৌসুম শুরু হবে। xyxy=(152,1142,280,1180)
pottery-headline-line1: কালীগঞ্জে কুমোরপাড়ায় ঠিলে তৈরির xyxy=(465,2331,709,2351)
nagarkanda-headline-line2: সভাপতি নার্গিস আক্তার xyxy=(294,2093,420,2109)
kalia-rule xyxy=(533,967,832,968)
paragraph: স্থানীয় সচেতন মহলের দাবি, বিষয়টি নিয়ে উচ্চপর্যায়ের তদন্ত হওয়া প্রয়োজন। দুর্নীতিবাজ ঠিকাদারের বিরুদ্ধে কঠোর ব্যবস্থা নেয়া না হলে রোগীদের দুর্ভোগ কমবে না। xyxy=(291,306,420,343)
kaliganj-col-3 xyxy=(816,271,955,484)
paragraph: তারা বলেন, 'দলকে তৃণমূল পর্যায়ে শক্তিশালী করতে আমরা কাজ করব। নারীদের রাজনীতিতে সম্পৃক্ত করার উদ্যোগ নেয়া হবে।' xyxy=(294,2304,420,2333)
paragraph: স্থানীয় প্রশাসন জানায়, শান্তিপূর্ণভাবে উৎসব সম্পন্ন হয়েছে। কোনো অপ্রীতিকর ঘটনা ঘটেনি। xyxy=(13,2016,144,2034)
kalia-byline: ● নড়াইল প্রতিনিধি xyxy=(533,972,832,984)
middle-band xyxy=(13,914,961,1714)
paragraph: উপজেলা নির্বাহী কর্মকর্তা জানান, 'দাবিগুলো যৌক্তিক। আমি ঊর্ধ্বতন কর্তৃপক্ষকে অবহিত করব।' xyxy=(844,1279,961,1308)
paragraph: সরেজমিনে দেখা যায়, পরিবারের নারী-পুরুষ সবাই মিলে কাজ করছেন। কেউ মাটি প্রস্তুত করছেন, কেউ চাকা ঘুরিয়ে ঠিলে তৈরি করছেন, আবার কেউ রোদে শুকাচ্ছেন। xyxy=(437,2469,582,2507)
paragraph: উপজেলা নির্বাহী কর্মকর্তা বলেন, 'অভিযোগগুলো যাচাই করা হচ্ছে। প্রমাণিত হলে বিভাগীয় ব্যবস্থা নেয়া হবে।' xyxy=(593,1907,743,1934)
paragraph: হাসপাতালের তত্ত্বাবধায়ক ডা: নুরুন্নবী বলেন, 'খাবারের মান নিয়ে অভিযোগ পেয়েছি। বিষয়টি খতিয়ে দেখা হচ্ছে। ঠিকাদার প্রতিষ্ঠানকে শোকজ করা হবে।' xyxy=(155,332,280,370)
paragraph: স্থানীয় সচেতন মহল দ্রুত শিক্ষক নিয়োগ ও প্রতিষ্ঠানের মান উন্নয়নের দাবি জানিয়েছেন। xyxy=(153,2273,282,2290)
paragraph: ৪৬৫৭৪৩ (এমএস ৭৮/সি/০৮, ৭৮/সি/১২) এলাকায় হাঁপানিয়া বিওপির টহল কমান্ডার নায়েব সুবেদার আ: ওয়াদুদের নেতৃত্বে বিশেষ টহল অভিযান পরিচালনা করে তাকে আটক করেন। xyxy=(13,1358,140,1396)
lower-right-row xyxy=(432,1717,961,2576)
paragraph: ভুক্তভোগী শিক্ষক রফিকুল ইসলাম বলেন, 'বিদ্যালয়ের আর্থিক অনিয়মের প্রতিবাদ করায় তারা আমার ওপর ক্ষিপ্ত হন। পরিকল্পিতভাবে আমাকে মারধর করা হয়েছে।' xyxy=(533,1129,677,1168)
paragraph: উপজেলা মাধ্যমিক শিক্ষা কর্মকর্তা বলেন, 'বিষয়টি অত্যন্ত দুঃখজনক। তদন্ত করে প্রয়োজনীয় ব্যবস্থা নেয়া হবে।' xyxy=(153,2201,282,2230)
ncp-byline: ● পিরোজপুর প্রতিনিধি xyxy=(432,1396,521,1408)
dubla-col2-body xyxy=(292,1125,420,1367)
munshiganj-rule xyxy=(755,1772,878,1773)
newspaper-logo xyxy=(833,13,961,54)
paragraph: স্থানীয় গণ্যমান্য ব্যক্তিবর্গ, রাজনৈতিক নেতাকর্মী, শিক্ষার্থী ও সাধারণ জনগণ অনুষ্ঠানে উপস্থিত ছিলেন। সভা শেষে শহীদদের কবর জিয়ারত করা হয়। xyxy=(432,429,521,477)
paragraph: স্থানীয় আদিবাসী নেতা বলেন, 'আমাদের এ উৎসব সকলের। এখানে কোনো ভেদাভেদ নেই।' xyxy=(755,2233,878,2251)
pottery-byline: ● তফজ্জল আহমেদ চৌধুরী কালীগঞ্জ (ঝিনাইদহ) xyxy=(437,2382,738,2394)
paragraph: স্থানীয়রা জানান, প্লাস্টিকের পাত্রের ব্যবহার বেড়ে যাওয়ায় মাটির পাত্রের চাহিদা কমেছে। তবে খেজুর রস সংগ্রহে এখনো মাটির ঠিলেই সবচেয়ে উপযোগী। xyxy=(593,2459,738,2487)
fish-rule xyxy=(13,1065,420,1066)
rangamati-headline-line3: দানোৎসব সম্পন্ন xyxy=(25,1769,131,1787)
band-divider-1 xyxy=(13,908,961,910)
lead-col2-body-2 xyxy=(156,240,280,402)
paragraph: আটক আসামিকে সংশ্লিষ্ট থানায় হস্তান্তর করা হয়েছে। তার বিরুদ্ধে মাদকদ্রব্য নিয়ন্ত্রণ আইনে মামলা দায়ের করা হয়েছে। xyxy=(13,1257,140,1284)
paragraph: চরে বসবাসের জন্য অস্থায়ী ঘর তৈরি করতে হয়। সেখানে নেই বিশুদ্ধ পানি, চিকিৎসা ও যোগাযোগের কোনো ব্যবস্থা। xyxy=(152,1305,280,1333)
paragraph: তারা আরো বলেন, আগামী নির্বাচনে জনগণ সঠিক প্রার্থী নির্বাচন করবে। দুর্নীতিমুক্ত, সুশাসিত বাংলাদেশ গড়তে সবাইকে ঐক্যবদ্ধ হতে হবে। xyxy=(432,1131,521,1179)
paragraph: মুন্সীগঞ্জে ম্যারাথন দৌড় প্রতিযোগিতা অনুষ্ঠিত হয়েছে। গতকাল শুক্রবার সকালে জেলা শহরের কেন্দ্রীয় শহীদ মিনার থেকে দৌড় শুরু হয়। xyxy=(755,1792,878,1830)
paragraph: কালিয়া থানার ভারপ্রাপ্ত কর্মকর্তা (ওসি) বলেন, 'অভিযোগ পেয়েছি। তদন্ত করে আইনানুগ ব্যবস্থা নেয়া হবে।' xyxy=(688,1079,832,1107)
paragraph: উপজেলা কৃষি কর্মকর্তা জানান, চলতি মওসুমে কালীগঞ্জে প্রায় ১২০০ হেক্টর জমিতে শীতকালীন সবজি চাষের লক্ষ্যমাত্রা নির্ধারণ করা হয়েছে। আবহাওয়া অনুকূলে থাকলে ভালো ফলন পাওয়ার আশা করা হচ্ছে। xyxy=(677,382,810,430)
paragraph: আলোচনা সভায় সঞ্চালনায় বিশেষ অতিথির বক্তব্য দেন বিএনপির কেন্দ্রীয় নির্বাহী কমিটির সহসাংগঠনিক সম্পাদক আবু ওয়াহাব আকন্দ, কিশোরগঞ্জ জেলা বিএনপির সাধারণ সম্পাদক মাজহারুল ইসলাম, সাবেক সহসভাপতি অ্যাডভোকেট মশিউর রহমান, জেলা যুবদলের সভাপতি নূরুল মিয়াত, সাধারণ সম্পাদক এম এ হান্নান ও কুলিয়ারচর বিএনপির সাধারণ সম্পাদক হাজী মো: শাহাদাত হোসেন শাহ আলম। xyxy=(432,480,521,608)
kalia-col2-body xyxy=(689,987,833,1170)
paragraph: বিজিবি সূত্রে জানা যায়, গোপন সংবাদের ভিত্তিতে অভিযান পরিচালনা করে তাকে আটক করা হয়। xyxy=(13,1226,140,1254)
paragraph: নারী বিভাগে প্রথম হন সুমাইয়া আক্তার, দ্বিতীয় তানিয়া বেগম ও তৃতীয় হন রুমা খাতুন। xyxy=(755,1934,878,1953)
lead-rule xyxy=(13,138,420,139)
kulierchar-byline: ● কুলিয়ারচর (কিশোরগঞ্জ) সংবাদদাতা xyxy=(432,140,521,164)
middle-right xyxy=(527,914,961,1714)
kulierchar-headline: কুলিয়ারচরে পুলিশের গুলিতে নিহত রেফায়েতুল্লাহ ও বিল্লালের শাহাদতবার্ষিকী পালন xyxy=(432,71,521,129)
fish-photo-box xyxy=(13,914,420,1050)
paragraph: গতকাল শুক্রবার সকালে গুইমারা বাজার চত্বরে উপজেলা নাগরিক কমিটির ব্যানারে এ মানববন্ধন অনুষ্ঠিত হয়। xyxy=(844,1026,961,1053)
paragraph: অনুষ্ঠানে দেশ-বিদেশের হাজার হাজার পুণ্যার্থী অংশগ্রহণ করেন। পার্বত্য তিন জেলা থেকে বৌদ্ধ ধর্মাবলম্বীরা এতে যোগ দেন। xyxy=(13,1924,144,1952)
lower-right xyxy=(425,1717,961,2576)
paragraph: অনুষ্ঠানে শহীদ পরিবারের সদস্যদের মাঝে আর্থিক সহায়তা প্রদান করা হয়। এ ছাড়াও দোয়া ও মিলাদ মাহফিলের আয়োজন করা হয়। xyxy=(432,379,521,427)
paragraph: নৌকা ও সরঞ্জাম গুছিয়ে বসেছেন যাত্রার অপেক্ষায়। xyxy=(291,1125,420,1142)
paragraph: উল্লেখ্য, এর আগেও একাধিকবার এ এলাকা থেকে মাদকসহ আটকের ঘটনা ঘটেছে। সীমান্ত এলাকায় মাদক চোরাচালান রোধে বিজিবি তৎপর রয়েছে। xyxy=(13,1318,140,1356)
paragraph: আহত অবস্থায় তাকে কালিয়া উপজেলা স্বাস্থ্য কমপ্লেক্সে ভর্তি করা হয়। চিকিৎসক জানিয়েছেন, তার শরীরের বিভিন্ন স্থানে আঘাতের চিহ্ন রয়েছে। xyxy=(533,1099,677,1127)
munshiganj-headline-line3: অনুষ্ঠিত xyxy=(795,1752,838,1768)
paragraph: চলতি মওসুমে প্রায় ৫০ কোটি টাকার শুঁটকি উৎপাদনের লক্ষ্যমাত্রা নির্ধারণ করা হয়েছে। গত বছর ৪৫ কোটি টাকার শুঁটকি উৎপাদন হয়েছিল। xyxy=(152,1244,280,1271)
kalia-headline-line1: কালিয়ায় ২ শিক্ষকের বিরুদ্ধে xyxy=(571,914,795,937)
paragraph: ফরিদপুর জেলা মহিলা দলের সভাপতি ও সাধারণ সম্পাদক স্বাক্ষরিত এক প্রজ্ঞাপনে এ কমিটি অনুমোদন দেয়া হয়। xyxy=(294,2203,420,2230)
hosenabad-rule xyxy=(13,2120,282,2121)
hosenabad-col2-body xyxy=(153,2139,282,2292)
dubla-col-1 xyxy=(152,1125,286,1368)
feni-ncp-divider xyxy=(432,1327,521,1328)
kaliganj-col3-body xyxy=(822,271,955,484)
field-photo-box xyxy=(677,127,955,251)
kalia-headline-line2: সহকর্মীকে মারধরের অভিযোগ xyxy=(564,940,801,963)
paragraph: কমিটি ঘোষণার পর স্থানীয় নেতাকর্মীরা আনন্দ মিছিল করেন এবং মিষ্টি বিতরণ করেন। xyxy=(294,2335,420,2353)
paragraph: আনুমানিক ৩ কিলোমিটার সীমান্ত এলাকায় নিয়মিত টহল চলছে বলে জানিয়েছেন বিজিবি কর্মকর্তারা। xyxy=(13,1287,140,1315)
ncp-headline: আ'লীগের সাথে এনসিপির সমঝোতার প্রশ্নে অবান্তর : হাসনাত xyxy=(434,1331,519,1386)
kalia-story xyxy=(533,914,838,1310)
kaliganj-byline: ● কালীগঞ্জ (গাজীপুর) সংবাদদাতা xyxy=(533,130,666,142)
paragraph: পরে উপজেলা নির্বাহী কর্মকর্তার মাধ্যমে সংশ্লিষ্ট মন্ত্রণালয়ে স্মারকলিপি প্রদান করা হয়। xyxy=(844,1249,961,1277)
paragraph: অভিযুক্ত সচিব অভিযোগ অস্বীকার করে বলেন, 'আমার বিরুদ্ধে ষড়যন্ত্র করা হচ্ছে। আমি নিয়ম মেনেই কাজ করি।' xyxy=(593,1845,743,1873)
hosenabad-col1-body xyxy=(13,2139,141,2322)
